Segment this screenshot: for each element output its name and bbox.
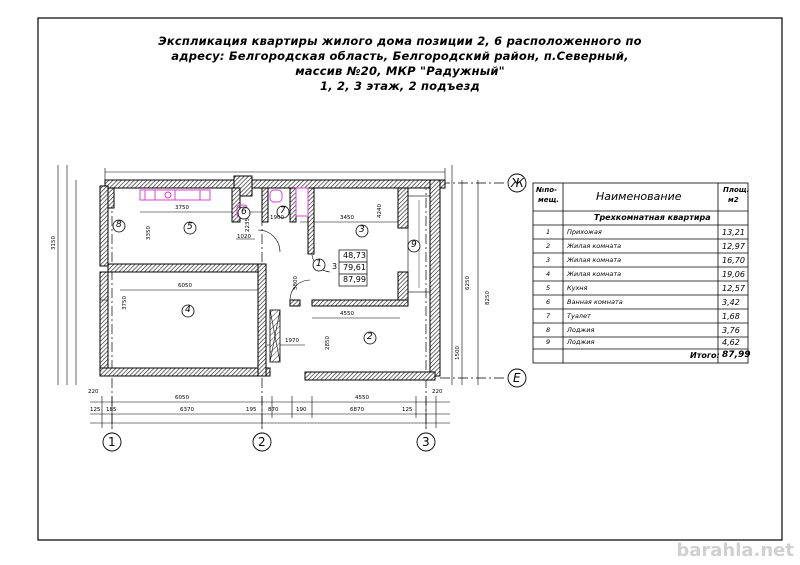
table-row-name: Прихожая (567, 228, 602, 236)
wall-right-outer (430, 180, 440, 376)
wall-bottom-left (100, 368, 270, 376)
table-row-name: Кухня (567, 284, 588, 292)
room-number-r1: 1 (316, 259, 322, 269)
dim-d190: 190 (296, 407, 307, 413)
dim-d220b: 220 (432, 389, 443, 395)
table-row-area: 4,62 (722, 338, 740, 347)
wall-room4-corridor (258, 264, 266, 376)
room-number-r6: 6 (241, 207, 247, 217)
dim-d3150: 3150 (51, 236, 57, 250)
table-head-num-2: мещ. (538, 196, 559, 204)
dim-d6050b: 6050 (175, 395, 189, 401)
table-row-num: 5 (546, 284, 551, 292)
dim-d125b: 125 (402, 407, 413, 413)
table-row-num: 7 (546, 312, 551, 320)
table-row-num: 8 (546, 326, 551, 334)
axis-label-3: 3 (422, 435, 430, 449)
room-number-r2: 2 (367, 332, 373, 342)
table-row-num: 4 (546, 270, 551, 278)
table-row-area: 12,57 (722, 284, 745, 293)
dim-d1500: 1500 (455, 346, 461, 360)
area-type: 3 (332, 262, 338, 271)
table-total-label: Итого: (690, 351, 720, 360)
dim-d125a: 125 (90, 407, 101, 413)
wall-stub (290, 300, 300, 306)
room-number-r3: 3 (359, 225, 365, 235)
table-row-num: 2 (546, 242, 551, 250)
table-row-name: Лоджия (567, 326, 595, 334)
table-head-area-1: Площ. (723, 186, 750, 194)
dim-d4240: 4240 (377, 204, 383, 218)
dim-d185: 185 (106, 407, 117, 413)
wall-top-left (105, 180, 235, 188)
wall-bathroom-mid (262, 188, 268, 222)
table-row-num: 6 (546, 298, 551, 306)
wall-left-upper (100, 186, 108, 266)
table-row-num: 3 (546, 256, 551, 264)
table-row-area: 19,06 (722, 270, 745, 279)
area-total: 79,61 (343, 263, 366, 272)
watermark: barahla.net (676, 540, 794, 561)
table-total-value: 87,99 (722, 350, 751, 360)
table-row-area: 3,42 (722, 298, 740, 307)
dim-d4550a: 4550 (340, 311, 354, 317)
wall-toilet-right (290, 188, 296, 222)
title-line-3: массив №20, МКР "Радужный" (295, 64, 505, 78)
table-row-name: Жилая комната (567, 256, 622, 264)
dim-d1900: 1900 (270, 215, 284, 221)
wall-room2-room3 (312, 300, 408, 306)
wall-top-right (250, 180, 445, 188)
dim-d5800: 5800 (293, 276, 299, 290)
table-row-name: Ванная комната (567, 298, 623, 306)
dim-d1020: 1020 (237, 234, 251, 240)
sheet-frame (38, 18, 782, 540)
table-row-num: 1 (546, 228, 551, 236)
wall-left-lower (100, 272, 108, 372)
table-row-area: 1,68 (722, 312, 740, 321)
wall-room3-left (308, 188, 314, 254)
room-number-r8: 8 (116, 220, 122, 230)
dim-d2235: 2235 (245, 218, 251, 232)
table-row-area: 16,70 (722, 256, 745, 265)
dim-d3450: 3450 (340, 215, 354, 221)
area-with-balcony: 87,99 (343, 275, 366, 284)
dim-d3750v: 3750 (122, 296, 128, 310)
dim-d195: 195 (246, 407, 257, 413)
dim-d1970: 1970 (285, 338, 299, 344)
table-head-num-1: №по- (536, 186, 557, 194)
dim-d2850: 2850 (325, 336, 331, 350)
dim-d3350: 3350 (146, 226, 152, 240)
table-row-area: 3,76 (722, 326, 740, 335)
dim-d6250: 6250 (465, 276, 471, 290)
room-number-r7: 7 (280, 206, 286, 216)
dim-d6370: 6370 (180, 407, 194, 413)
area-living: 48,73 (343, 251, 366, 260)
title-line-2: адресу: Белгородская область, Белгородский район, п.Северный, (171, 49, 629, 63)
dim-d870: 870 (268, 407, 279, 413)
table-row-name: Лоджия (567, 338, 595, 346)
table-row-name: Жилая комната (567, 270, 622, 278)
table-row-area: 13,21 (722, 228, 745, 237)
room-number-r5: 5 (187, 222, 193, 232)
table-row-name: Туалет (567, 312, 591, 320)
explication-table (533, 183, 751, 363)
title-line-4: 1, 2, 3 этаж, 2 подъезд (320, 79, 480, 93)
dim-d4550b: 4550 (355, 395, 369, 401)
table-row-area: 12,97 (722, 242, 745, 251)
room-number-r4: 4 (185, 305, 191, 315)
wall-loggia8 (108, 188, 114, 208)
axis-label-1: 1 (108, 435, 116, 449)
wall-right-mid (398, 272, 408, 302)
wall-kitchen-room4 (108, 264, 258, 272)
table-row-name: Жилая комната (567, 242, 622, 250)
table-head-name: Наименование (596, 190, 682, 203)
dim-d6870: 6870 (350, 407, 364, 413)
table-row-num: 9 (546, 338, 551, 346)
axis-label-2: 2 (258, 435, 266, 449)
wall-right-upper (398, 188, 408, 228)
axis-label-e: Е (513, 371, 521, 385)
title-line-1: Экспликация квартиры жилого дома позиции 2, 6 расположенного по (158, 34, 642, 48)
left-dimensions (58, 165, 76, 385)
room-number-r9: 9 (411, 240, 417, 250)
axis-label-zh: Ж (511, 176, 524, 190)
dim-d6050a: 6050 (178, 283, 192, 289)
dim-d220a: 220 (88, 389, 99, 395)
wall-bottom-right (305, 372, 435, 380)
table-head-area-2: м2 (728, 196, 739, 204)
dim-d3750: 3750 (175, 205, 189, 211)
dim-d8250: 8250 (485, 291, 491, 305)
table-section: Трехкомнатная квартира (594, 213, 711, 222)
